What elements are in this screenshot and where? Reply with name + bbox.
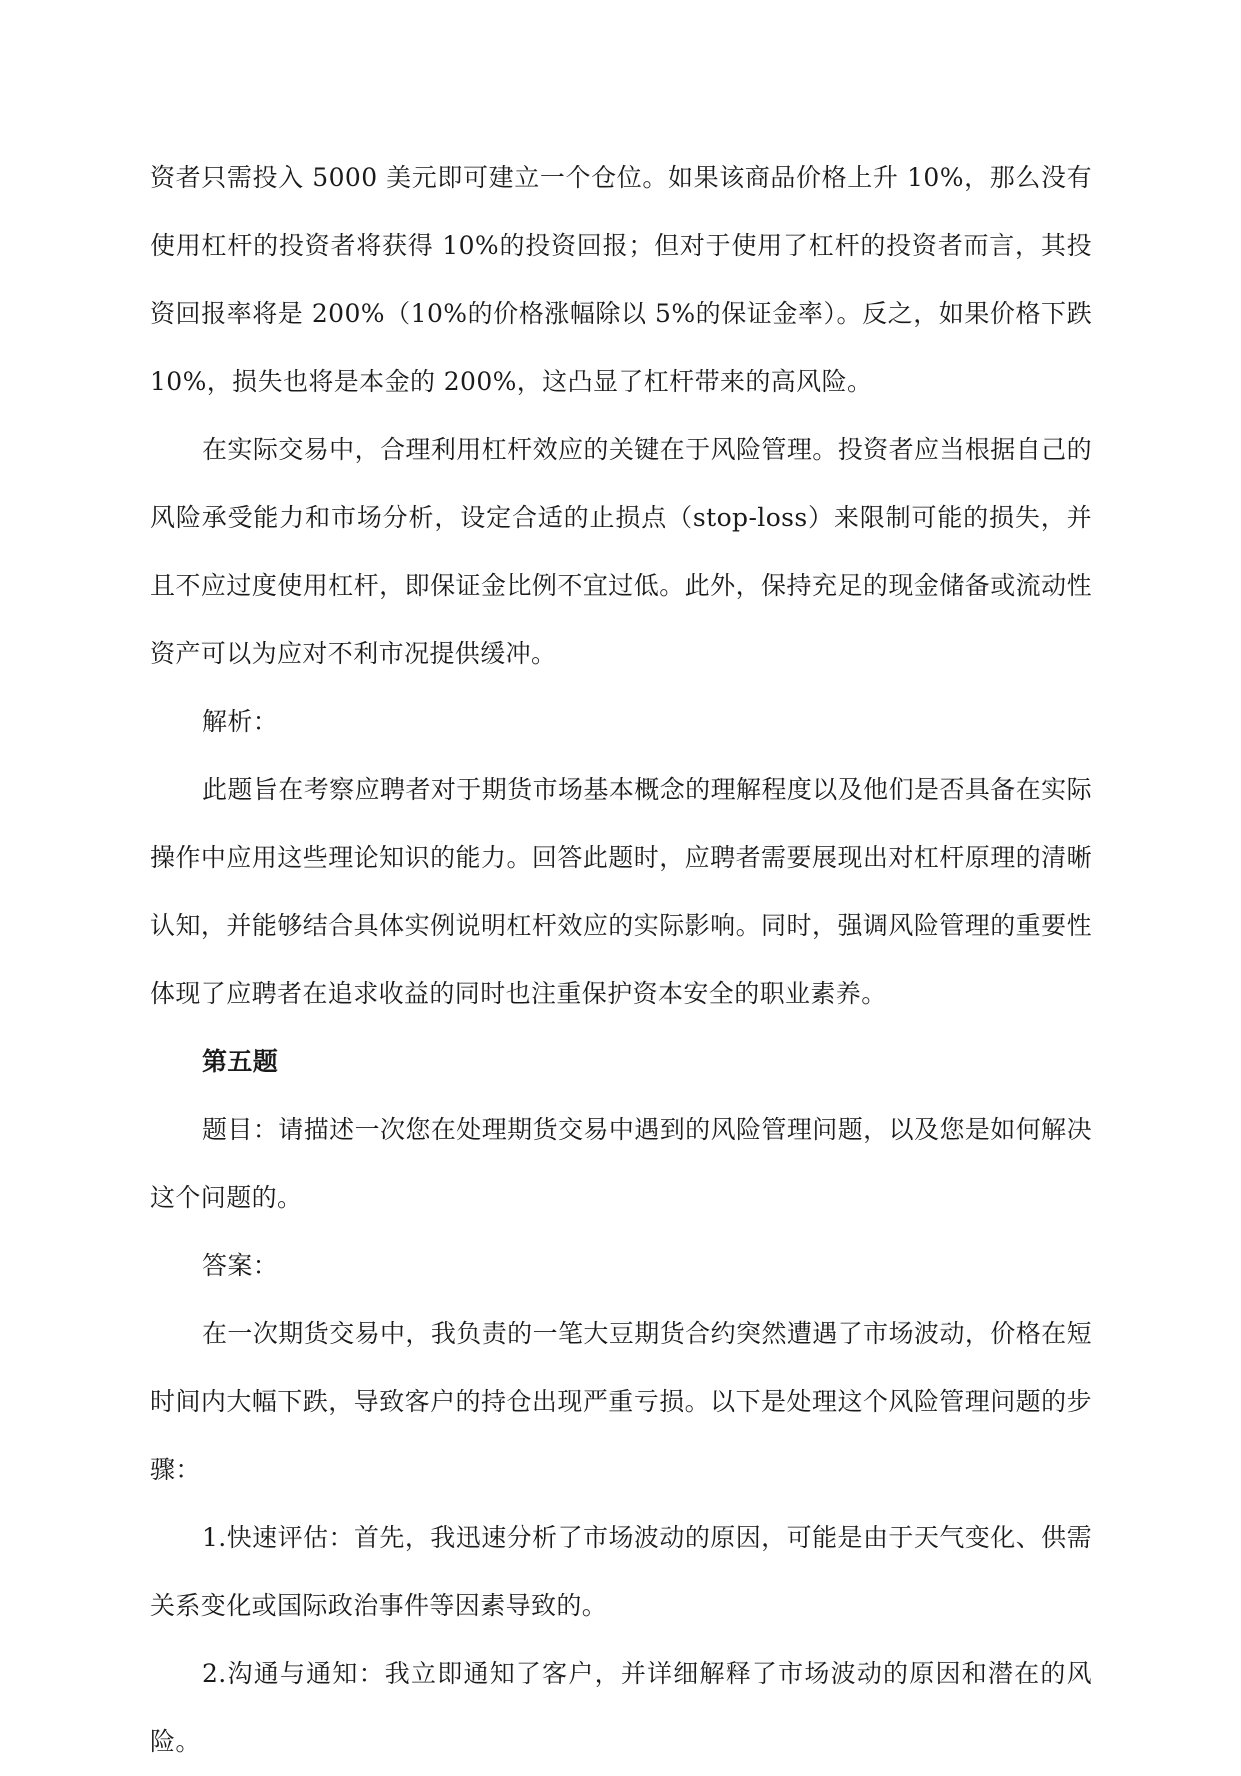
list-item-step-2: 2.沟通与通知：我立即通知了客户，并详细解释了市场波动的原因和潜在的风险。 [150,1659,1092,1756]
label-answer: 答案： [202,1251,279,1280]
document-body [150,144,1092,1776]
paragraph-answer-intro: 在一次期货交易中，我负责的一笔大豆期货合约突然遭遇了市场波动，价格在短时间内大幅下跌，导致客户的持仓出现严重亏损。以下是处理这个风险管理问题的步骤： [150,1319,1092,1484]
paragraph-question: 题目：请描述一次您在处理期货交易中遇到的风险管理问题，以及您是如何解决这个问题的。 [150,1115,1092,1212]
paragraph-risk-management: 在实际交易中，合理利用杠杆效应的关键在于风险管理。投资者应当根据自己的风险承受能力和市场分析，设定合适的止损点（stop-loss）来限制可能的损失，并且不应过度使用杠杆，即保证金比例不宜过低。此外，保持充足的现金储备或流动性资产可以为应对不利市况提供缓冲。 [150,435,1092,668]
list-item-step-1: 1.快速评估：首先，我迅速分析了市场波动的原因，可能是由于天气变化、供需关系变化或国际政治事件等因素导致的。 [150,1523,1092,1620]
paragraph-leverage-example: 资者只需投入 5000 美元即可建立一个仓位。如果该商品价格上升 10%，那么没有使用杠杆的投资者将获得 10%的投资回报；但对于使用了杠杆的投资者而言，其投资回报率将是 200%（10%的价格涨幅除以 5%的保证金率）。反之，如果价格下跌 10%，损失也将是本金的 200%，这凸显了杠杆带来的高风险。 [150,163,1092,396]
paragraph-analysis: 此题旨在考察应聘者对于期货市场基本概念的理解程度以及他们是否具备在实际操作中应用这些理论知识的能力。回答此题时，应聘者需要展现出对杠杆原理的清晰认知，并能够结合具体实例说明杠杆效应的实际影响。同时，强调风险管理的重要性体现了应聘者在追求收益的同时也注重保护资本安全的职业素养。 [150,775,1092,1008]
label-analysis: 解析： [202,707,279,736]
section-heading: 第五题 [202,1047,279,1076]
